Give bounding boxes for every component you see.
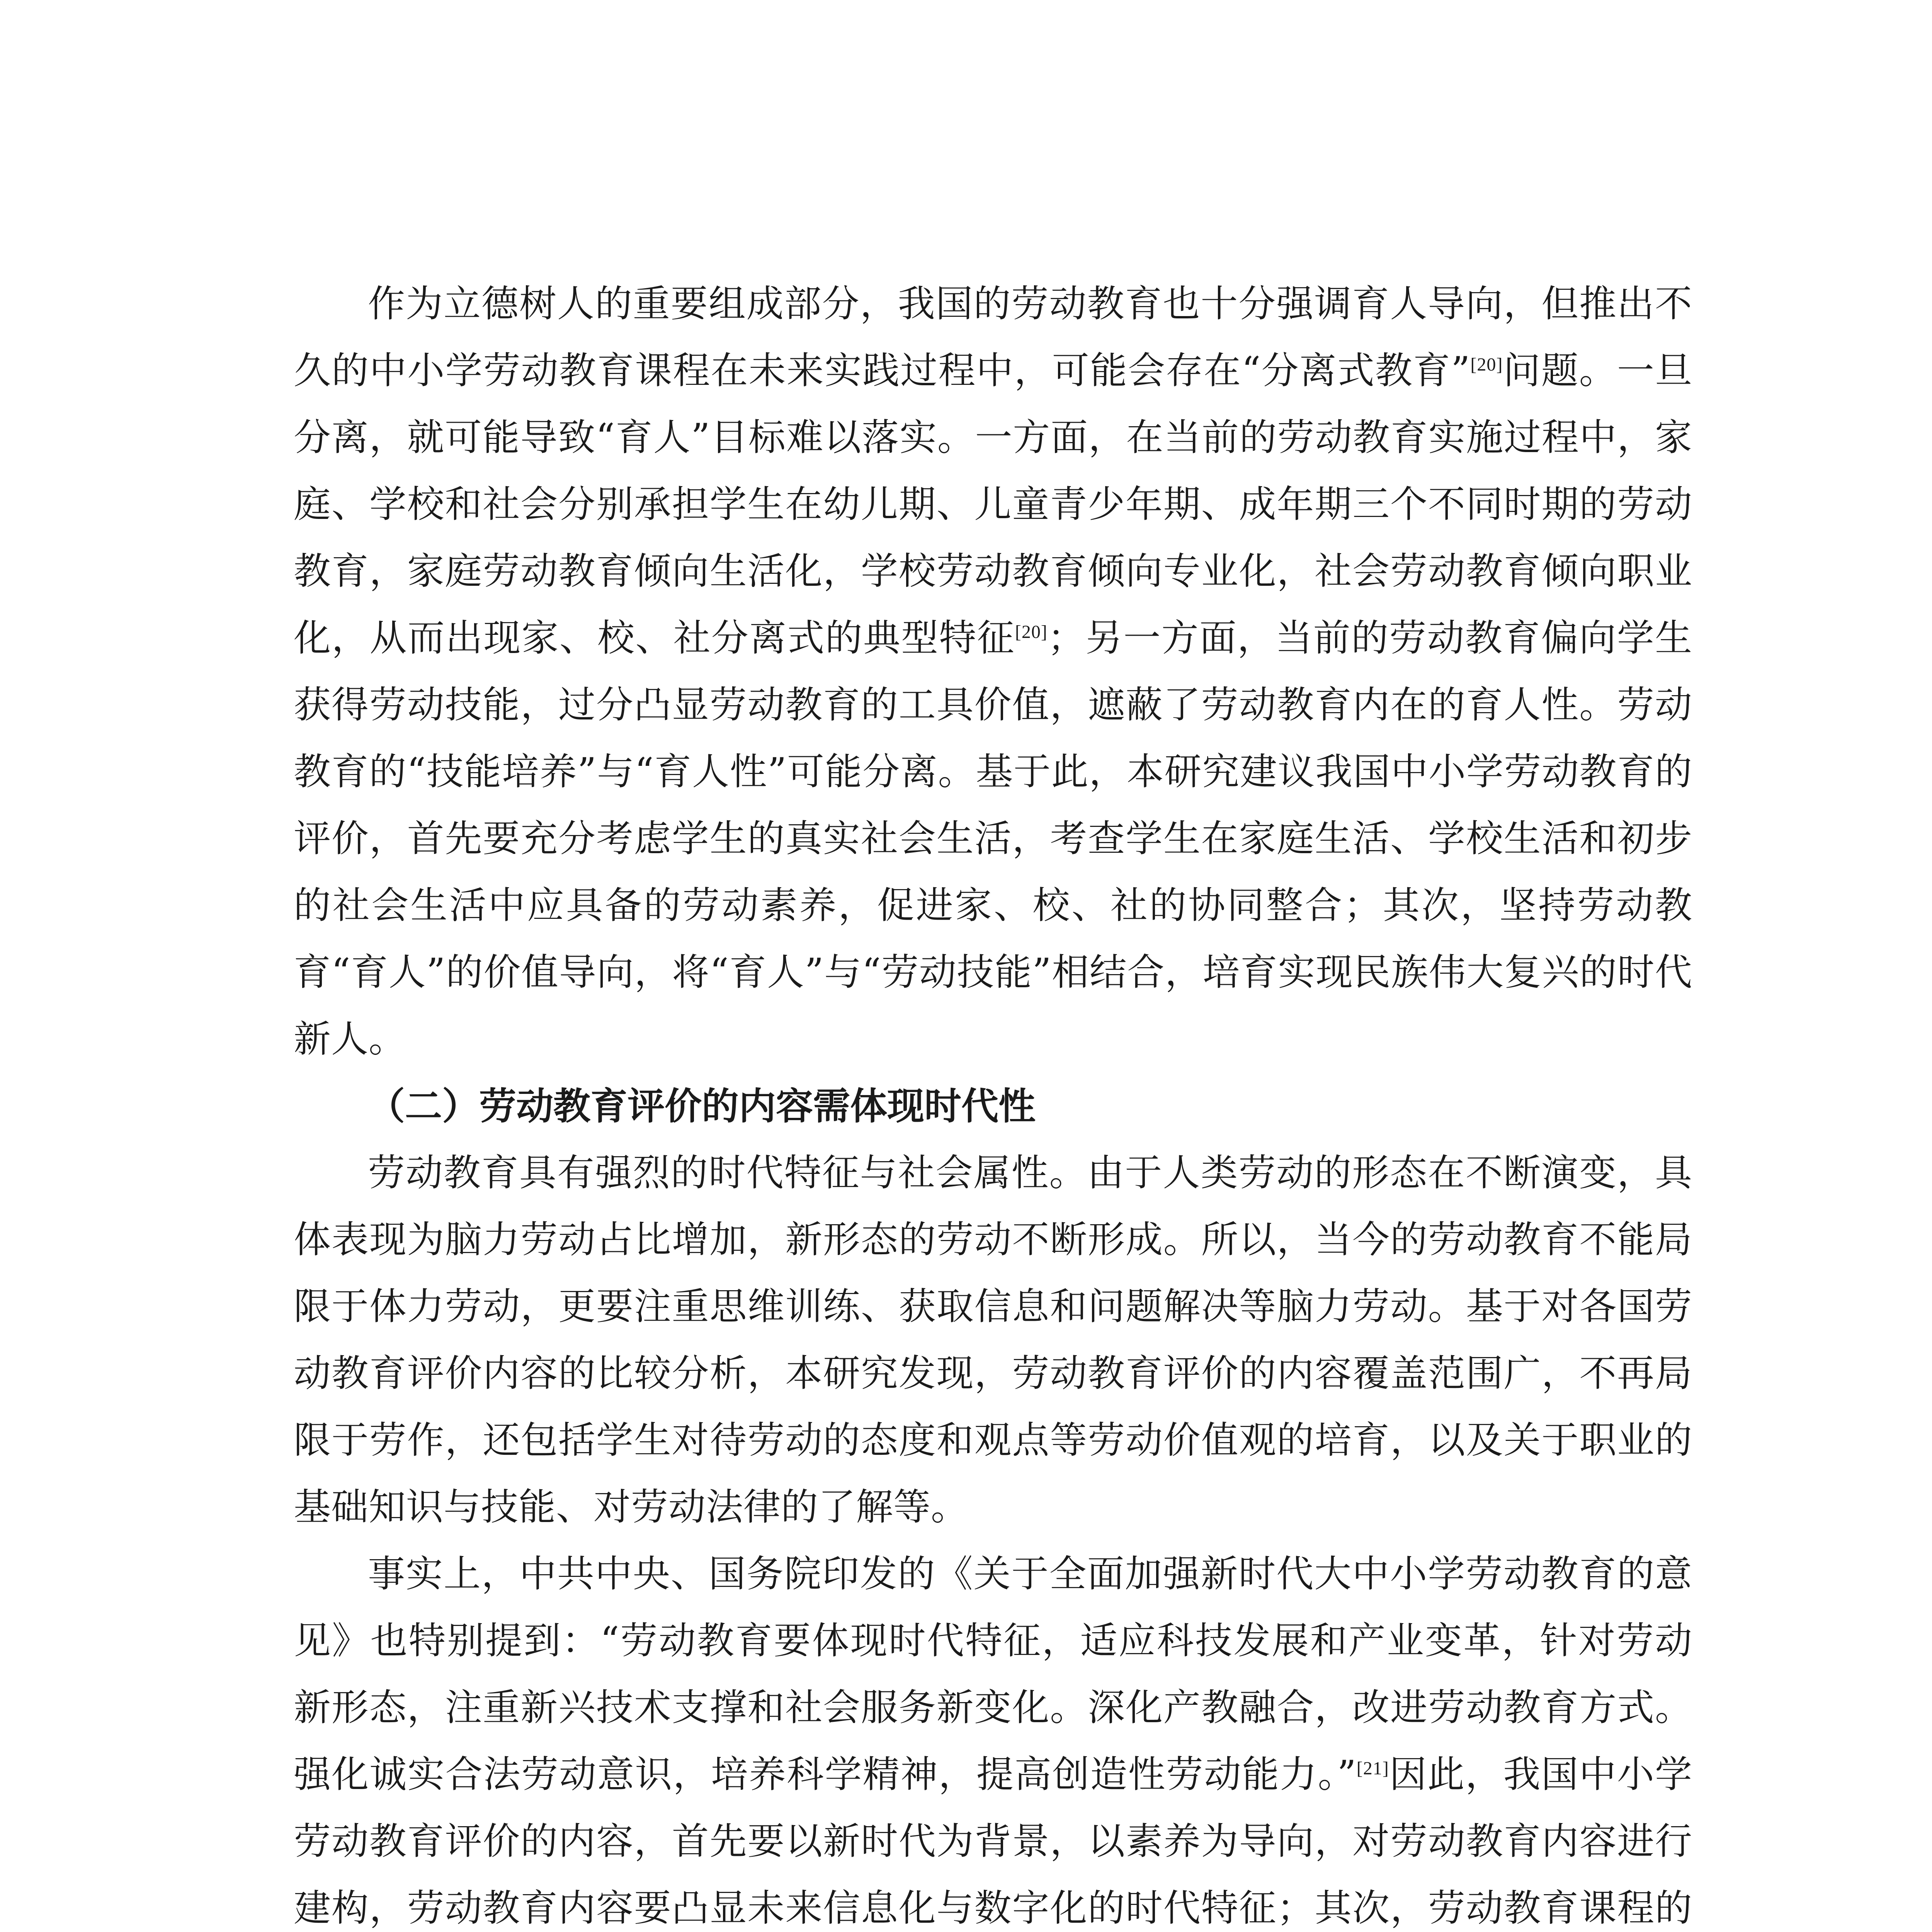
paragraph-1-text-c: ；另一方面，当前的劳动教育偏向学生获得劳动技能，过分凸显劳动教育的工具价值，遮蔽了劳动教育内在的育人性。劳动教育的“技能培养”与“育人性”可能分离。基于此，本研究建议我国中小学劳动教育的评价，首先要充分考虑学生的真实社会生活，考查学生在家庭生活、学校生活和初步的社会生活中应具备的劳动素养，促进家、校、社的协同整合；其次，坚持劳动教育“育人”的价值导向，将“育人”与“劳动技能”相结合，培育实现民族伟大复兴的时代新人。 — [294, 616, 1693, 1061]
citation-20: [20] — [1015, 622, 1048, 642]
paragraph-3-text-a: 事实上，中共中央、国务院印发的《关于全面加强新时代大中小学劳动教育的意见》也特别提到：“劳动教育要体现时代特征，适应科技发展和产业变革，针对劳动新形态，注重新兴技术支撑和社会服务新变化。深化产教融合，改进劳动教育方式。强化诚实合法劳动意识，培养科学精神，提高创造性劳动能力。” — [294, 1552, 1692, 1796]
section-heading: （二）劳动教育评价的内容需体现时代性 — [368, 1084, 1036, 1128]
citation-20: [20] — [1470, 354, 1503, 375]
paragraph-1-text-a: 作为立德树人的重要组成部分，我国的劳动教育也十分强调育人导向，但推出不久的中小学劳动教育课程在未来实践过程中，可能会存在“分离式教育” — [294, 282, 1692, 392]
paragraph-3 — [294, 1541, 1692, 1932]
paragraph-1 — [294, 270, 1692, 1073]
page-body — [294, 270, 1692, 1932]
paragraph-1-text-b: 问题。一旦分离，就可能导致“育人”目标难以落实。一方面，在当前的劳动教育实施过程中，家庭、学校和社会分别承担学生在幼儿期、儿童青少年期、成年期三个不同时期的劳动教育，家庭劳动教育倾向生活化，学校劳动教育倾向专业化，社会劳动教育倾向职业化，从而出现家、校、社分离式的典型特征 — [294, 349, 1693, 660]
paragraph-2 — [294, 1139, 1692, 1541]
paragraph-2-text: 劳动教育具有强烈的时代特征与社会属性。由于人类劳动的形态在不断演变，具体表现为脑力劳动占比增加，新形态的劳动不断形成。所以，当今的劳动教育不能局限于体力劳动，更要注重思维训练、获取信息和问题解决等脑力劳动。基于对各国劳动教育评价内容的比较分析，本研究发现，劳动教育评价的内容覆盖范围广，不再局限于劳作，还包括学生对待劳动的态度和观点等劳动价值观的培育，以及关于职业的基础知识与技能、对劳动法律的了解等。 — [294, 1151, 1692, 1529]
citation-21: [21] — [1356, 1758, 1389, 1779]
paragraph-3-text-b: 因此，我国中小学劳动教育评价的内容，首先要以新时代为背景，以素养为导向，对劳动教育内容进行建构，劳动教育内容要凸显未来信息化与数字化的时代特征；其次，劳动教育课程的 — [294, 1753, 1693, 1930]
